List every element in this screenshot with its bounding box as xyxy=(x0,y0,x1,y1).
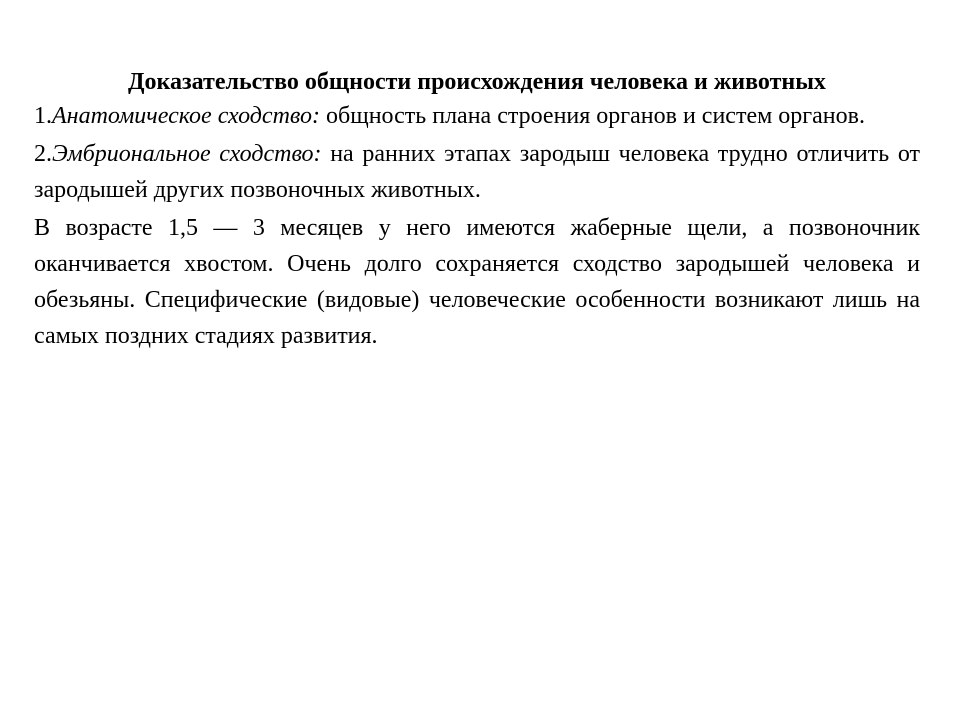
item-number: 1. xyxy=(34,103,52,129)
list-item-anatomical xyxy=(34,98,920,134)
item-text: общность плана строения органов и систем органов. xyxy=(320,103,865,129)
item-term: Эмбриональное сходство: xyxy=(52,141,322,167)
body-paragraph: В возрасте 1,5 — 3 месяцев у него имеются жаберные щели, а позвоночник оканчивается хвостом. Очень долго сохраняется сходство зародышей человека и обезьяны. Специфические (видовые) человеческие особенности возникают лишь на самых поздних стадиях развития. xyxy=(34,215,920,349)
slide-content xyxy=(34,64,920,354)
list-item-embryonic xyxy=(34,136,920,208)
slide-title: Доказательство общности происхождения человека и животных xyxy=(128,69,826,95)
item-term: Анатомическое сходство: xyxy=(52,103,320,129)
item-text: на ранних этапах зародыш человека трудно отличить от зародышей других позвоночных животных. xyxy=(34,141,921,203)
item-number: 2. xyxy=(34,141,52,167)
